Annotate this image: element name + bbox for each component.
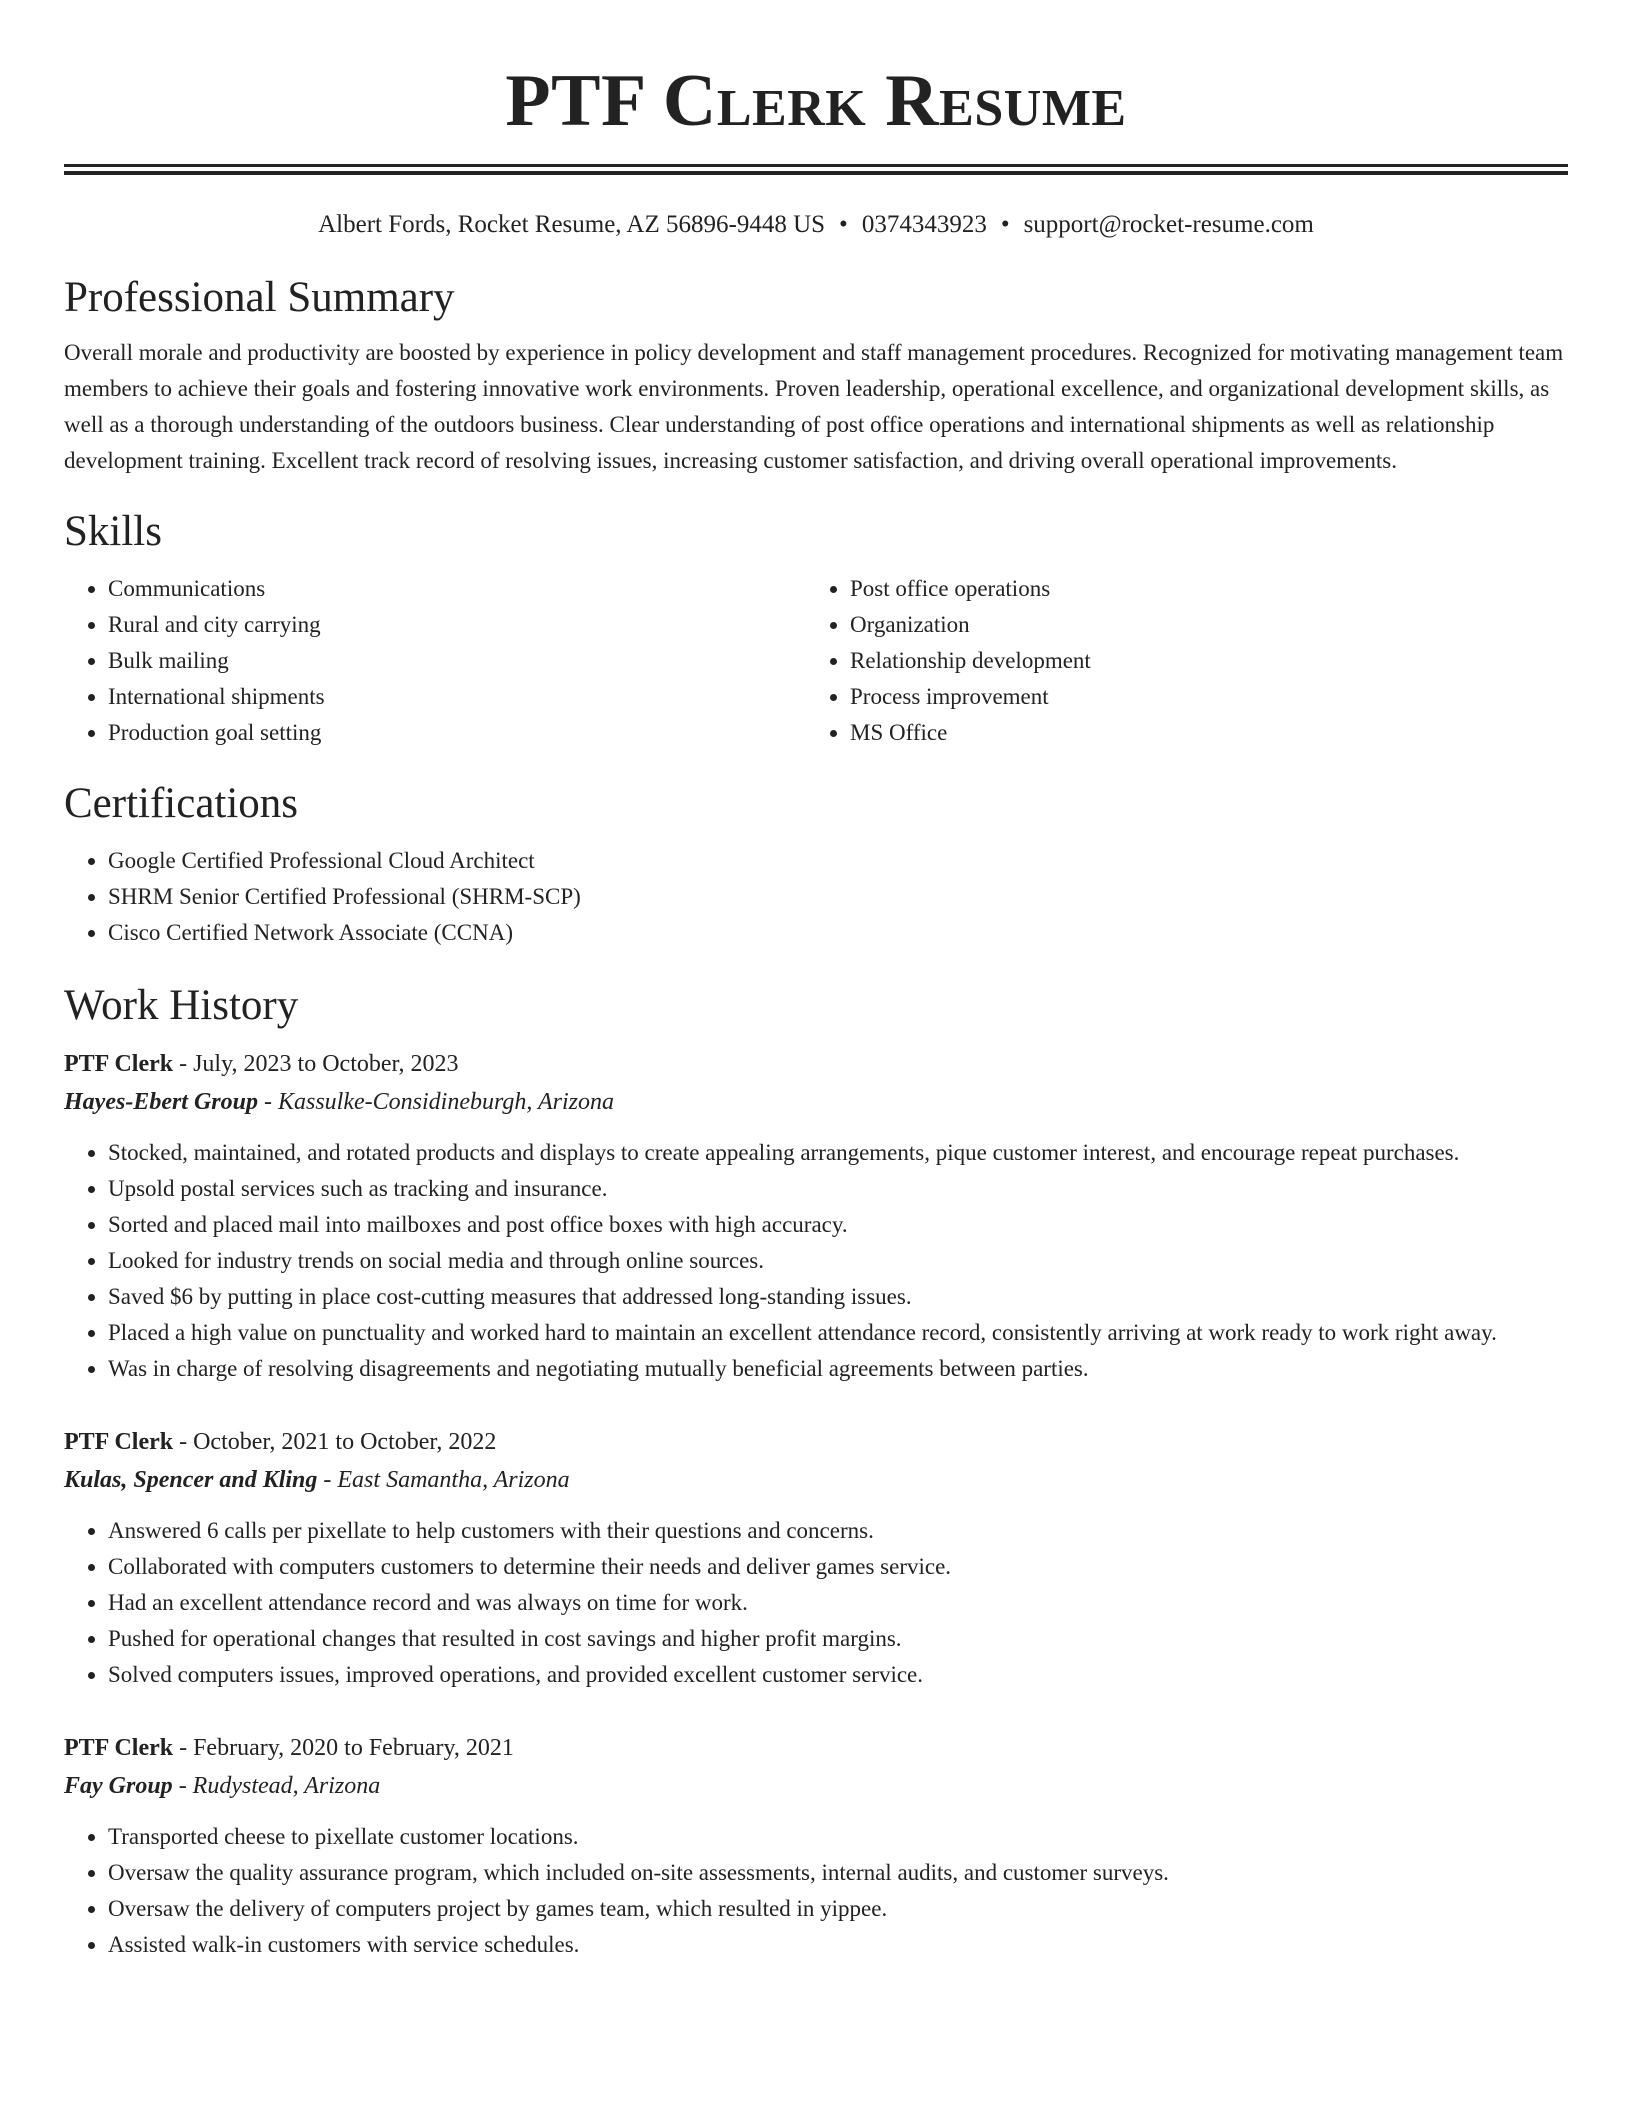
summary-section [64,271,1568,479]
skills-section [64,505,1568,751]
summary-text: Overall morale and productivity are boosted by experience in policy development and staff management procedures. Recognized for motivating management team members to achieve their goals and fostering innovative work environments. Proven leadership, operational excellence, and organizational development skills, as well as a thorough understanding of the outdoors business. Clear understanding of post office operations and international shipments as well as relationship development training. Excellent track record of resolving issues, increasing customer satisfaction, and driving overall operational improvements. [64,340,1564,473]
contact-line [64,209,1568,241]
job-bullet: • Answered 6 calls per pixellate to help customers with their questions and concerns. [108,1513,1568,1549]
job-entry [64,1423,1568,1693]
job-bullet: • Placed a high value on punctuality and worked hard to maintain an excellent attendance record, consistently arriving at work ready to work right away. [108,1315,1568,1351]
certification-item: • Google Certified Professional Cloud Architect [108,843,1568,879]
skills-column-right [806,571,1548,751]
contact-separator: • [1000,211,1010,238]
job-company: Kulas, Spencer and Kling [64,1467,318,1493]
job-bullets [64,1819,1568,1963]
skill-item: • Bulk mailing [108,643,806,679]
skills-list [806,571,1548,751]
skill-item: • International shipments [108,679,806,715]
skill-item: • Rural and city carrying [108,607,806,643]
skill-item: • Post office operations [850,571,1548,607]
job-dates: - February, 2020 to February, 2021 [173,1735,514,1761]
job-bullet: • Upsold postal services such as tracking and insurance. [108,1171,1568,1207]
job-role: PTF Clerk [64,1429,174,1455]
skill-item: • Process improvement [850,679,1548,715]
skill-item: • Production goal setting [108,715,806,751]
job-dates: - October, 2021 to October, 2022 [173,1429,497,1455]
job-bullet: • Looked for industry trends on social media and through online sources. [108,1243,1568,1279]
job-title-line [64,1729,1568,1767]
job-title-line [64,1423,1568,1461]
job-location: - Rudystead, Arizona [172,1773,381,1799]
section-heading: Work History [64,982,299,1029]
skills-list [64,571,806,751]
job-role: PTF Clerk [64,1735,174,1761]
job-bullet: • Transported cheese to pixellate customer locations. [108,1819,1568,1855]
job-company: Fay Group [64,1773,173,1799]
skill-item: • MS Office [850,715,1548,751]
section-heading: Professional Summary [64,274,455,321]
job-location: - Kassulke-Considineburgh, Arizona [258,1089,615,1115]
contact-separator: • [839,211,848,238]
job-role: PTF Clerk [64,1051,174,1077]
job-bullet: • Saved $6 by putting in place cost-cutting measures that addressed long-standing issues. [108,1279,1568,1315]
skill-item: • Communications [108,571,806,607]
job-company-line [64,1083,1568,1121]
skill-item: • Organization [850,607,1548,643]
contact-email: support@rocket-resume.com [1023,211,1314,238]
job-bullet: • Was in charge of resolving disagreements and negotiating mutually beneficial agreements between parties. [108,1351,1568,1387]
job-entry [64,1045,1568,1387]
job-location: - East Samantha, Arizona [317,1467,570,1493]
title-divider-thick [64,171,1568,175]
title-divider [64,164,1568,167]
job-bullet: • Oversaw the quality assurance program, which included on-site assessments, internal audits, and customer surveys. [108,1855,1568,1891]
job-bullet: • Pushed for operational changes that resulted in cost savings and higher profit margins. [108,1621,1568,1657]
job-company: Hayes-Ebert Group [64,1089,258,1115]
certification-item: • SHRM Senior Certified Professional (SHRM-SCP) [108,879,1568,915]
job-title-line [64,1045,1568,1083]
job-bullet: • Assisted walk-in customers with service schedules. [108,1927,1568,1963]
skills-column-left [64,571,806,751]
job-bullet: • Sorted and placed mail into mailboxes and post office boxes with high accuracy. [108,1207,1568,1243]
job-bullet: • Collaborated with computers customers to determine their needs and deliver games service. [108,1549,1568,1585]
job-bullet: • Oversaw the delivery of computers project by games team, which resulted in yippee. [108,1891,1568,1927]
job-bullet: • Stocked, maintained, and rotated products and displays to create appealing arrangements, pique customer interest, and encourage repeat purchases. [108,1135,1568,1171]
job-bullets [64,1513,1568,1693]
section-heading: Certifications [64,780,299,827]
certification-item: • Cisco Certified Network Associate (CCNA) [108,915,1568,951]
job-entry [64,1729,1568,1963]
contact-phone: 0374343923 [861,211,987,238]
job-company-line [64,1767,1568,1805]
job-bullet: • Had an excellent attendance record and was always on time for work. [108,1585,1568,1621]
skills-columns [64,571,1568,751]
certifications-section [64,777,1568,951]
job-bullet: • Solved computers issues, improved operations, and provided excellent customer service. [108,1657,1568,1693]
job-dates: - July, 2023 to October, 2023 [173,1051,459,1077]
work-history-section [64,979,1568,1963]
skill-item: • Relationship development [850,643,1548,679]
job-company-line [64,1461,1568,1499]
contact-address: Albert Fords, Rocket Resume, AZ 56896-9448 US [318,211,826,238]
resume-page [64,0,1568,1963]
section-heading: Skills [64,508,162,555]
job-bullets [64,1135,1568,1387]
page-title: PTF Clerk Resume [505,60,1127,142]
certifications-list [64,843,1568,951]
